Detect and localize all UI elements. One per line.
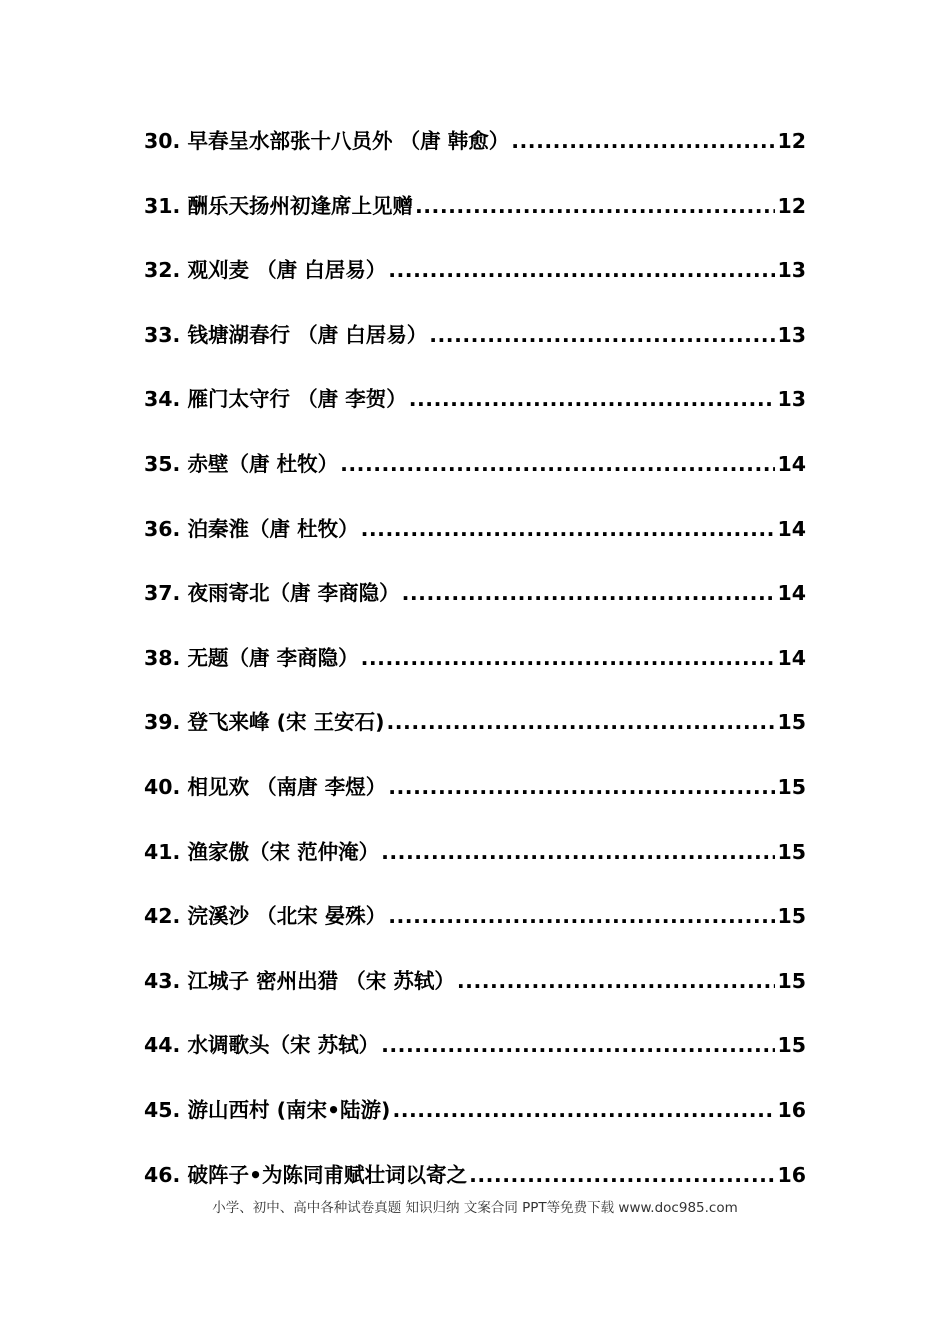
toc-entry-title: 40. 相见欢 （南唐 李煜） xyxy=(144,774,387,799)
toc-entry[interactable] xyxy=(144,899,806,964)
toc-entry[interactable] xyxy=(144,447,806,512)
page-footer: 小学、初中、高中各种试卷真题 知识归纳 文案合同 PPT等免费下载 www.doc985.com xyxy=(212,1200,738,1216)
dot-leader xyxy=(381,1033,775,1057)
toc-entry-page: 15 xyxy=(777,968,806,993)
toc-entry-title: 35. 赤壁（唐 杜牧） xyxy=(144,451,339,476)
toc-entry-title: 41. 渔家傲（宋 范仲淹） xyxy=(144,839,380,864)
toc-entry-title: 32. 观刈麦 （唐 白居易） xyxy=(144,258,387,283)
toc-entry[interactable] xyxy=(144,576,806,641)
toc-entry[interactable] xyxy=(144,318,806,383)
dot-leader xyxy=(388,904,775,928)
toc-entry[interactable] xyxy=(144,835,806,900)
toc-entry-page: 12 xyxy=(777,193,806,218)
dot-leader xyxy=(388,775,775,799)
toc-entry-page: 14 xyxy=(777,581,806,606)
toc-entry-page: 16 xyxy=(777,1097,806,1122)
dot-leader xyxy=(429,323,775,347)
dot-leader xyxy=(409,387,776,411)
toc-entry-page: 15 xyxy=(777,904,806,929)
toc-entry-page: 12 xyxy=(777,129,806,153)
toc-entry-page: 13 xyxy=(777,258,806,283)
toc-entry-page: 16 xyxy=(777,1162,806,1187)
dot-leader xyxy=(469,1163,775,1187)
toc-entry[interactable] xyxy=(144,641,806,706)
toc-entry-title: 38. 无题（唐 李商隐） xyxy=(144,645,359,670)
toc-entry[interactable] xyxy=(144,253,806,318)
toc-entry-title: 43. 江城子 密州出猎 （宋 苏轼） xyxy=(144,968,455,993)
toc-entry-title: 37. 夜雨寄北（唐 李商隐） xyxy=(144,581,400,606)
toc-entry-page: 14 xyxy=(777,451,806,476)
toc-entry[interactable] xyxy=(144,512,806,577)
toc-entry-title: 45. 游山西村 (南宋•陆游) xyxy=(144,1097,391,1122)
toc-entry[interactable] xyxy=(144,1028,806,1093)
toc-entry-page: 14 xyxy=(777,516,806,541)
toc-entry-title: 34. 雁门太守行 （唐 李贺） xyxy=(144,387,407,412)
dot-leader xyxy=(386,710,775,734)
dot-leader xyxy=(415,194,776,218)
dot-leader xyxy=(402,581,776,605)
toc-entry-title: 31. 酬乐天扬州初逢席上见赠 xyxy=(144,193,413,218)
toc-entry-title: 44. 水调歌头（宋 苏轼） xyxy=(144,1033,380,1058)
dot-leader xyxy=(392,1098,775,1122)
toc-entry-title: 33. 钱塘湖春行 （唐 白居易） xyxy=(144,322,428,347)
toc-entry-page: 13 xyxy=(777,387,806,412)
toc-entry-page: 15 xyxy=(777,839,806,864)
toc-entry[interactable] xyxy=(144,770,806,835)
toc-entry-title: 30. 早春呈水部张十八员外 （唐 韩愈） xyxy=(144,129,510,153)
toc-entry[interactable] xyxy=(144,382,806,447)
toc-entry-page: 15 xyxy=(777,1033,806,1058)
dot-leader xyxy=(511,129,775,153)
toc-entry[interactable] xyxy=(144,189,806,254)
toc-entry-page: 13 xyxy=(777,322,806,347)
toc-entry[interactable] xyxy=(144,705,806,770)
dot-leader xyxy=(381,840,775,864)
toc-entry-page: 15 xyxy=(777,774,806,799)
dot-leader xyxy=(388,258,775,282)
toc-entry[interactable] xyxy=(144,964,806,1029)
toc-entry-title: 46. 破阵子•为陈同甫赋壮词以寄之 xyxy=(144,1162,468,1187)
toc-entry-title: 39. 登飞来峰 (宋 王安石) xyxy=(144,710,385,735)
toc-entry-page: 15 xyxy=(777,710,806,735)
toc-entry-title: 42. 浣溪沙 （北宋 晏殊） xyxy=(144,904,387,929)
dot-leader xyxy=(361,517,776,541)
dot-leader xyxy=(340,452,775,476)
table-of-contents xyxy=(144,124,806,1222)
dot-leader xyxy=(361,646,776,670)
toc-entry[interactable] xyxy=(144,1093,806,1158)
dot-leader xyxy=(457,969,776,993)
toc-entry[interactable] xyxy=(144,124,806,189)
toc-entry-title: 36. 泊秦淮（唐 杜牧） xyxy=(144,516,359,541)
toc-entry-page: 14 xyxy=(777,645,806,670)
